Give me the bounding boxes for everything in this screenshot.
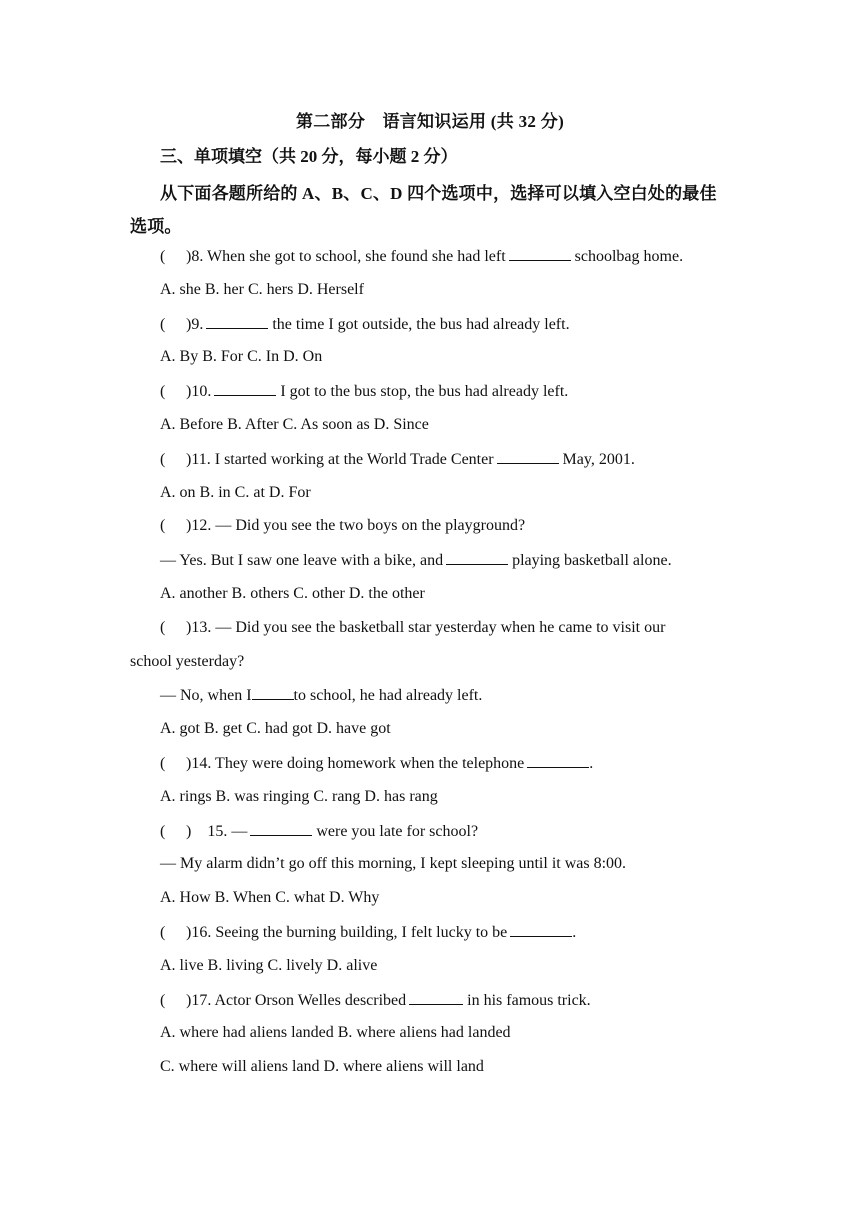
question-11-options: A. on B. in C. at D. For <box>160 483 311 501</box>
question-14-options: A. rings B. was ringing C. rang D. has rang <box>160 787 438 805</box>
answer-paren[interactable]: ( <box>160 991 166 1009</box>
question-17-stem: ( )17. Actor Orson Welles described in his famous trick. <box>0 988 860 1022</box>
answer-blank <box>250 819 312 836</box>
answer-blank <box>252 683 294 700</box>
answer-blank <box>509 244 571 261</box>
question-11-stem: ( )11. I started working at the World Trade Center May, 2001. <box>0 447 860 481</box>
question-15-stem: ( ) 15. — were you late for school? <box>0 819 860 853</box>
answer-blank <box>206 312 268 329</box>
answer-blank <box>527 751 589 768</box>
answer-paren[interactable]: ( <box>160 450 166 468</box>
question-9-options: A. By B. For C. In D. On <box>160 348 323 366</box>
answer-paren[interactable]: ( <box>160 315 166 333</box>
answer-paren[interactable]: ( <box>160 754 166 772</box>
question-8-options: A. she B. her C. hers D. Herself <box>160 280 364 298</box>
section-heading: 三、单项填空（共 20 分，每小题 2 分） <box>160 147 458 166</box>
question-17-options-2: C. where will aliens land D. where aliens will land <box>160 1058 484 1076</box>
question-14-stem: ( )14. They were doing homework when the telephone . <box>0 751 860 785</box>
answer-blank <box>409 988 463 1005</box>
question-15-options: A. How B. When C. what D. Why <box>160 889 380 907</box>
answer-blank <box>214 379 276 396</box>
question-12-stem: ( )12. — Did you see the two boys on the playground? <box>0 514 860 548</box>
part-title: 第二部分 语言知识运用 (共 32 分) <box>295 112 565 131</box>
instruction-text: 从下面各题所给的 A、B、C、D 四个选项中，选择可以填入空白处的最佳选项。 <box>130 184 717 236</box>
question-9-stem: ( )9. the time I got outside, the bus had already left. <box>0 312 860 346</box>
answer-paren[interactable]: ( <box>160 248 166 265</box>
answer-blank <box>510 920 572 937</box>
question-list <box>0 244 860 1089</box>
answer-paren[interactable]: ( <box>160 822 166 840</box>
answer-paren[interactable]: ( <box>160 517 166 535</box>
question-16-stem: ( )16. Seeing the burning building, I felt lucky to be . <box>0 920 860 954</box>
question-13-options: A. got B. get C. had got D. have got <box>160 720 391 738</box>
question-17-options-1: A. where had aliens landed B. where aliens had landed <box>160 1024 511 1042</box>
answer-paren[interactable]: ( <box>160 923 166 941</box>
question-12-reply: — Yes. But I saw one leave with a bike, and playing basketball alone. <box>0 548 860 582</box>
question-8-stem: ( )8. When she got to school, she found she had left schoolbag home. <box>0 244 860 278</box>
answer-blank <box>446 548 508 565</box>
question-16-options: A. live B. living C. lively D. alive <box>160 956 378 974</box>
question-13-stem: ( )13. — Did you see the basketball star yesterday when he came to visit our <box>0 616 860 650</box>
question-10-stem: ( )10. I got to the bus stop, the bus had already left. <box>0 379 860 413</box>
answer-paren[interactable]: ( <box>160 383 166 401</box>
question-13-stem-continued: school yesterday? <box>130 652 245 670</box>
question-12-options: A. another B. others C. other D. the other <box>160 584 425 602</box>
question-13-reply: — No, when I to school, he had already left. <box>0 683 860 717</box>
answer-paren[interactable]: ( <box>160 618 166 636</box>
answer-blank <box>497 447 559 464</box>
question-10-options: A. Before B. After C. As soon as D. Since <box>160 415 429 433</box>
question-15-reply: — My alarm didn’t go off this morning, I kept sleeping until it was 8:00. <box>160 855 627 873</box>
